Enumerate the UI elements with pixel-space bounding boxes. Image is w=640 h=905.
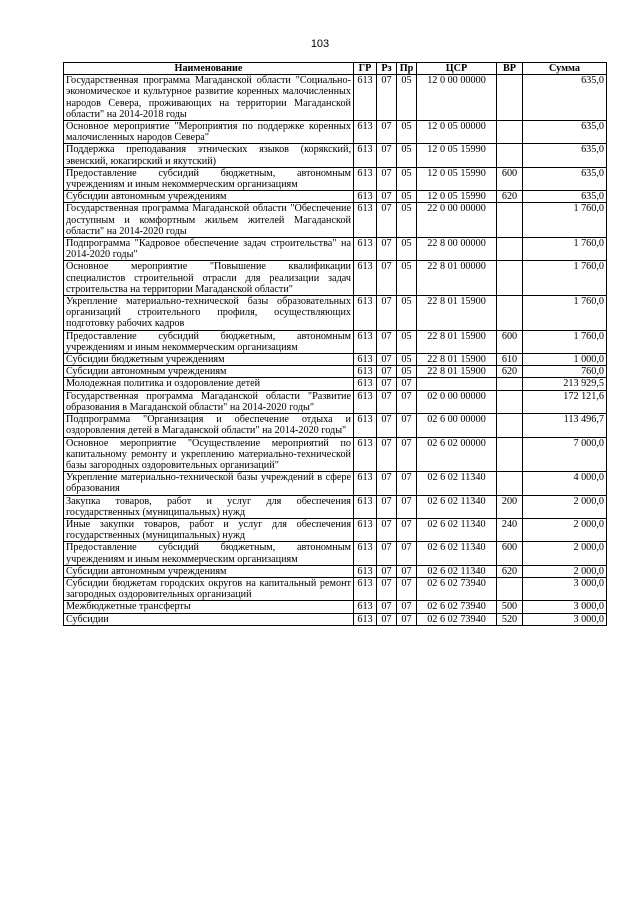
table-row — [64, 390, 607, 413]
cell-name: Подпрограмма "Организация и обеспечение отдыха и оздоровления детей в Магаданской области" на 2014-2020 годы" — [64, 414, 354, 437]
cell-csr: 12 0 05 15990 — [417, 167, 497, 190]
table-row — [64, 378, 607, 390]
cell-sum: 1 760,0 — [523, 238, 607, 261]
cell-gr: 613 — [354, 601, 377, 613]
cell-vr — [497, 437, 523, 472]
cell-csr: 12 0 05 15990 — [417, 191, 497, 203]
cell-sum: 760,0 — [523, 366, 607, 378]
cell-vr: 520 — [497, 613, 523, 625]
cell-gr: 613 — [354, 144, 377, 167]
cell-vr — [497, 577, 523, 600]
cell-pr: 05 — [397, 167, 417, 190]
cell-sum: 1 760,0 — [523, 330, 607, 353]
table-row — [64, 121, 607, 144]
budget-table — [63, 62, 607, 626]
cell-csr: 02 0 00 00000 — [417, 390, 497, 413]
table-row — [64, 296, 607, 331]
cell-csr — [417, 378, 497, 390]
cell-sum: 635,0 — [523, 75, 607, 121]
cell-gr: 613 — [354, 121, 377, 144]
table-row — [64, 613, 607, 625]
table-row — [64, 414, 607, 437]
cell-name: Подпрограмма "Кадровое обеспечение задач строительства" на 2014-2020 годы" — [64, 238, 354, 261]
cell-gr: 613 — [354, 414, 377, 437]
cell-pr: 07 — [397, 437, 417, 472]
cell-vr — [497, 472, 523, 495]
cell-pr: 05 — [397, 366, 417, 378]
cell-name: Субсидии бюджетным учреждениям — [64, 354, 354, 366]
cell-csr: 22 8 00 00000 — [417, 238, 497, 261]
cell-sum: 635,0 — [523, 167, 607, 190]
cell-name: Субсидии автономным учреждениям — [64, 191, 354, 203]
cell-rz: 07 — [377, 121, 397, 144]
cell-name: Поддержка преподавания этнических языков (корякский, эвенский, юкагирский и якутский) — [64, 144, 354, 167]
cell-name: Субсидии автономным учреждениям — [64, 366, 354, 378]
cell-gr: 613 — [354, 437, 377, 472]
header-csr: ЦСР — [417, 63, 497, 75]
cell-rz: 07 — [377, 378, 397, 390]
cell-vr — [497, 144, 523, 167]
cell-name: Межбюджетные трансферты — [64, 601, 354, 613]
cell-sum: 3 000,0 — [523, 613, 607, 625]
cell-pr: 05 — [397, 203, 417, 238]
table-row — [64, 203, 607, 238]
cell-sum: 113 496,7 — [523, 414, 607, 437]
cell-vr: 600 — [497, 167, 523, 190]
header-name: Наименование — [64, 63, 354, 75]
table-row — [64, 495, 607, 518]
table-row — [64, 565, 607, 577]
cell-sum: 2 000,0 — [523, 495, 607, 518]
cell-name: Субсидии автономным учреждениям — [64, 565, 354, 577]
cell-csr: 22 8 01 15900 — [417, 330, 497, 353]
cell-csr: 02 6 02 11340 — [417, 565, 497, 577]
header-pr: Пр — [397, 63, 417, 75]
cell-vr: 500 — [497, 601, 523, 613]
cell-gr: 613 — [354, 613, 377, 625]
cell-gr: 613 — [354, 296, 377, 331]
cell-sum: 3 000,0 — [523, 577, 607, 600]
cell-name: Основное мероприятие "Повышение квалификации специалистов строительной отрасли для реализации задач строительства на территории Магаданской области" — [64, 261, 354, 296]
cell-csr: 02 6 00 00000 — [417, 414, 497, 437]
cell-vr: 620 — [497, 366, 523, 378]
cell-csr: 22 8 01 15900 — [417, 296, 497, 331]
cell-rz: 07 — [377, 354, 397, 366]
table-row — [64, 330, 607, 353]
cell-sum: 213 929,5 — [523, 378, 607, 390]
cell-pr: 05 — [397, 238, 417, 261]
cell-name: Государственная программа Магаданской области "Социально-экономическое и культурное развитие коренных малочисленных народов Севера, проживающих на территории Магаданской области" на 2014-2018 годы — [64, 75, 354, 121]
cell-sum: 1 760,0 — [523, 261, 607, 296]
cell-gr: 613 — [354, 390, 377, 413]
cell-name: Предоставление субсидий бюджетным, автономным учреждениям и иным некоммерческим организациям — [64, 542, 354, 565]
cell-name: Предоставление субсидий бюджетным, автономным учреждениям и иным некоммерческим организациям — [64, 330, 354, 353]
cell-sum: 2 000,0 — [523, 518, 607, 541]
cell-vr — [497, 121, 523, 144]
cell-rz: 07 — [377, 191, 397, 203]
cell-gr: 613 — [354, 518, 377, 541]
table-row — [64, 518, 607, 541]
table-row — [64, 577, 607, 600]
table-row — [64, 542, 607, 565]
cell-pr: 05 — [397, 75, 417, 121]
cell-pr: 07 — [397, 542, 417, 565]
cell-csr: 02 6 02 11340 — [417, 518, 497, 541]
cell-vr: 600 — [497, 330, 523, 353]
cell-vr: 620 — [497, 565, 523, 577]
table-row — [64, 354, 607, 366]
cell-vr — [497, 261, 523, 296]
table-row — [64, 167, 607, 190]
table-row — [64, 238, 607, 261]
cell-name: Основное мероприятие "Мероприятия по поддержке коренных малочисленных народов Севера" — [64, 121, 354, 144]
cell-name: Предоставление субсидий бюджетным, автономным учреждениям и иным некоммерческим организациям — [64, 167, 354, 190]
cell-vr: 600 — [497, 542, 523, 565]
cell-rz: 07 — [377, 565, 397, 577]
cell-rz: 07 — [377, 261, 397, 296]
cell-gr: 613 — [354, 354, 377, 366]
cell-csr: 12 0 05 15990 — [417, 144, 497, 167]
cell-rz: 07 — [377, 437, 397, 472]
cell-csr: 22 8 01 15900 — [417, 354, 497, 366]
cell-sum: 2 000,0 — [523, 565, 607, 577]
cell-sum: 635,0 — [523, 121, 607, 144]
cell-name: Государственная программа Магаданской области "Обеспечение доступным и комфортным жильем жителей Магаданской области" на 2014-2020 годы — [64, 203, 354, 238]
cell-rz: 07 — [377, 75, 397, 121]
cell-gr: 613 — [354, 330, 377, 353]
cell-vr — [497, 238, 523, 261]
table-row — [64, 366, 607, 378]
cell-sum: 7 000,0 — [523, 437, 607, 472]
cell-vr: 200 — [497, 495, 523, 518]
cell-vr: 240 — [497, 518, 523, 541]
cell-name: Государственная программа Магаданской области "Развитие образования в Магаданской области" на 2014-2020 годы" — [64, 390, 354, 413]
cell-csr: 12 0 00 00000 — [417, 75, 497, 121]
cell-pr: 07 — [397, 390, 417, 413]
table-body — [64, 75, 607, 626]
cell-pr: 05 — [397, 191, 417, 203]
cell-vr — [497, 414, 523, 437]
header-rz: Рз — [377, 63, 397, 75]
cell-vr — [497, 203, 523, 238]
cell-rz: 07 — [377, 414, 397, 437]
cell-name: Основное мероприятие "Осуществление мероприятий по капитальному ремонту и укреплению материально-технической базы загородных оздоровительных организаций" — [64, 437, 354, 472]
cell-name: Молодежная политика и оздоровление детей — [64, 378, 354, 390]
cell-pr: 05 — [397, 354, 417, 366]
cell-csr: 02 6 02 11340 — [417, 495, 497, 518]
cell-sum: 635,0 — [523, 191, 607, 203]
cell-csr: 02 6 02 00000 — [417, 437, 497, 472]
table-row — [64, 261, 607, 296]
cell-sum: 2 000,0 — [523, 542, 607, 565]
cell-pr: 07 — [397, 613, 417, 625]
cell-name: Иные закупки товаров, работ и услуг для обеспечения государственных (муниципальных) нужд — [64, 518, 354, 541]
cell-pr: 05 — [397, 121, 417, 144]
header-sum: Сумма — [523, 63, 607, 75]
cell-vr — [497, 378, 523, 390]
cell-rz: 07 — [377, 238, 397, 261]
cell-csr: 22 8 01 15900 — [417, 366, 497, 378]
cell-gr: 613 — [354, 203, 377, 238]
cell-rz: 07 — [377, 542, 397, 565]
cell-rz: 07 — [377, 495, 397, 518]
table-row — [64, 601, 607, 613]
cell-vr — [497, 390, 523, 413]
cell-rz: 07 — [377, 472, 397, 495]
cell-pr: 07 — [397, 495, 417, 518]
cell-rz: 07 — [377, 167, 397, 190]
cell-gr: 613 — [354, 75, 377, 121]
cell-pr: 05 — [397, 330, 417, 353]
cell-vr: 620 — [497, 191, 523, 203]
cell-csr: 12 0 05 00000 — [417, 121, 497, 144]
cell-sum: 4 000,0 — [523, 472, 607, 495]
cell-pr: 07 — [397, 518, 417, 541]
cell-pr: 05 — [397, 144, 417, 167]
cell-pr: 05 — [397, 261, 417, 296]
cell-gr: 613 — [354, 378, 377, 390]
cell-vr — [497, 296, 523, 331]
cell-rz: 07 — [377, 366, 397, 378]
cell-sum: 3 000,0 — [523, 601, 607, 613]
cell-name: Субсидии бюджетам городских округов на капитальный ремонт загородных оздоровительных организаций — [64, 577, 354, 600]
cell-rz: 07 — [377, 330, 397, 353]
cell-csr: 22 8 01 00000 — [417, 261, 497, 296]
cell-csr: 02 6 02 73940 — [417, 613, 497, 625]
cell-rz: 07 — [377, 518, 397, 541]
table-row — [64, 144, 607, 167]
table-row — [64, 75, 607, 121]
cell-name: Укрепление материально-технической базы учреждений в сфере образования — [64, 472, 354, 495]
cell-gr: 613 — [354, 238, 377, 261]
cell-pr: 05 — [397, 296, 417, 331]
cell-gr: 613 — [354, 542, 377, 565]
cell-rz: 07 — [377, 296, 397, 331]
cell-gr: 613 — [354, 472, 377, 495]
cell-rz: 07 — [377, 613, 397, 625]
cell-gr: 613 — [354, 167, 377, 190]
cell-rz: 07 — [377, 390, 397, 413]
cell-gr: 613 — [354, 577, 377, 600]
cell-gr: 613 — [354, 366, 377, 378]
cell-gr: 613 — [354, 191, 377, 203]
cell-name: Субсидии — [64, 613, 354, 625]
cell-sum: 1 760,0 — [523, 296, 607, 331]
cell-csr: 22 0 00 00000 — [417, 203, 497, 238]
cell-pr: 07 — [397, 414, 417, 437]
cell-pr: 07 — [397, 378, 417, 390]
cell-csr: 02 6 02 73940 — [417, 577, 497, 600]
table-row — [64, 437, 607, 472]
cell-rz: 07 — [377, 601, 397, 613]
cell-gr: 613 — [354, 495, 377, 518]
cell-rz: 07 — [377, 577, 397, 600]
cell-gr: 613 — [354, 261, 377, 296]
cell-pr: 07 — [397, 472, 417, 495]
cell-rz: 07 — [377, 144, 397, 167]
cell-gr: 613 — [354, 565, 377, 577]
cell-vr — [497, 75, 523, 121]
cell-name: Укрепление материально-технической базы образовательных организаций строительного профиля, осуществляющих подготовку рабочих кадров — [64, 296, 354, 331]
cell-vr: 610 — [497, 354, 523, 366]
header-vr: ВР — [497, 63, 523, 75]
cell-sum: 1 760,0 — [523, 203, 607, 238]
cell-csr: 02 6 02 73940 — [417, 601, 497, 613]
cell-rz: 07 — [377, 203, 397, 238]
cell-csr: 02 6 02 11340 — [417, 472, 497, 495]
cell-pr: 07 — [397, 577, 417, 600]
table-row — [64, 191, 607, 203]
header-gr: ГР — [354, 63, 377, 75]
cell-sum: 635,0 — [523, 144, 607, 167]
table-header-row — [64, 63, 607, 75]
cell-pr: 07 — [397, 565, 417, 577]
cell-sum: 1 000,0 — [523, 354, 607, 366]
table-row — [64, 472, 607, 495]
page-number: 103 — [310, 38, 330, 50]
cell-csr: 02 6 02 11340 — [417, 542, 497, 565]
cell-pr: 07 — [397, 601, 417, 613]
cell-name: Закупка товаров, работ и услуг для обеспечения государственных (муниципальных) нужд — [64, 495, 354, 518]
cell-sum: 172 121,6 — [523, 390, 607, 413]
